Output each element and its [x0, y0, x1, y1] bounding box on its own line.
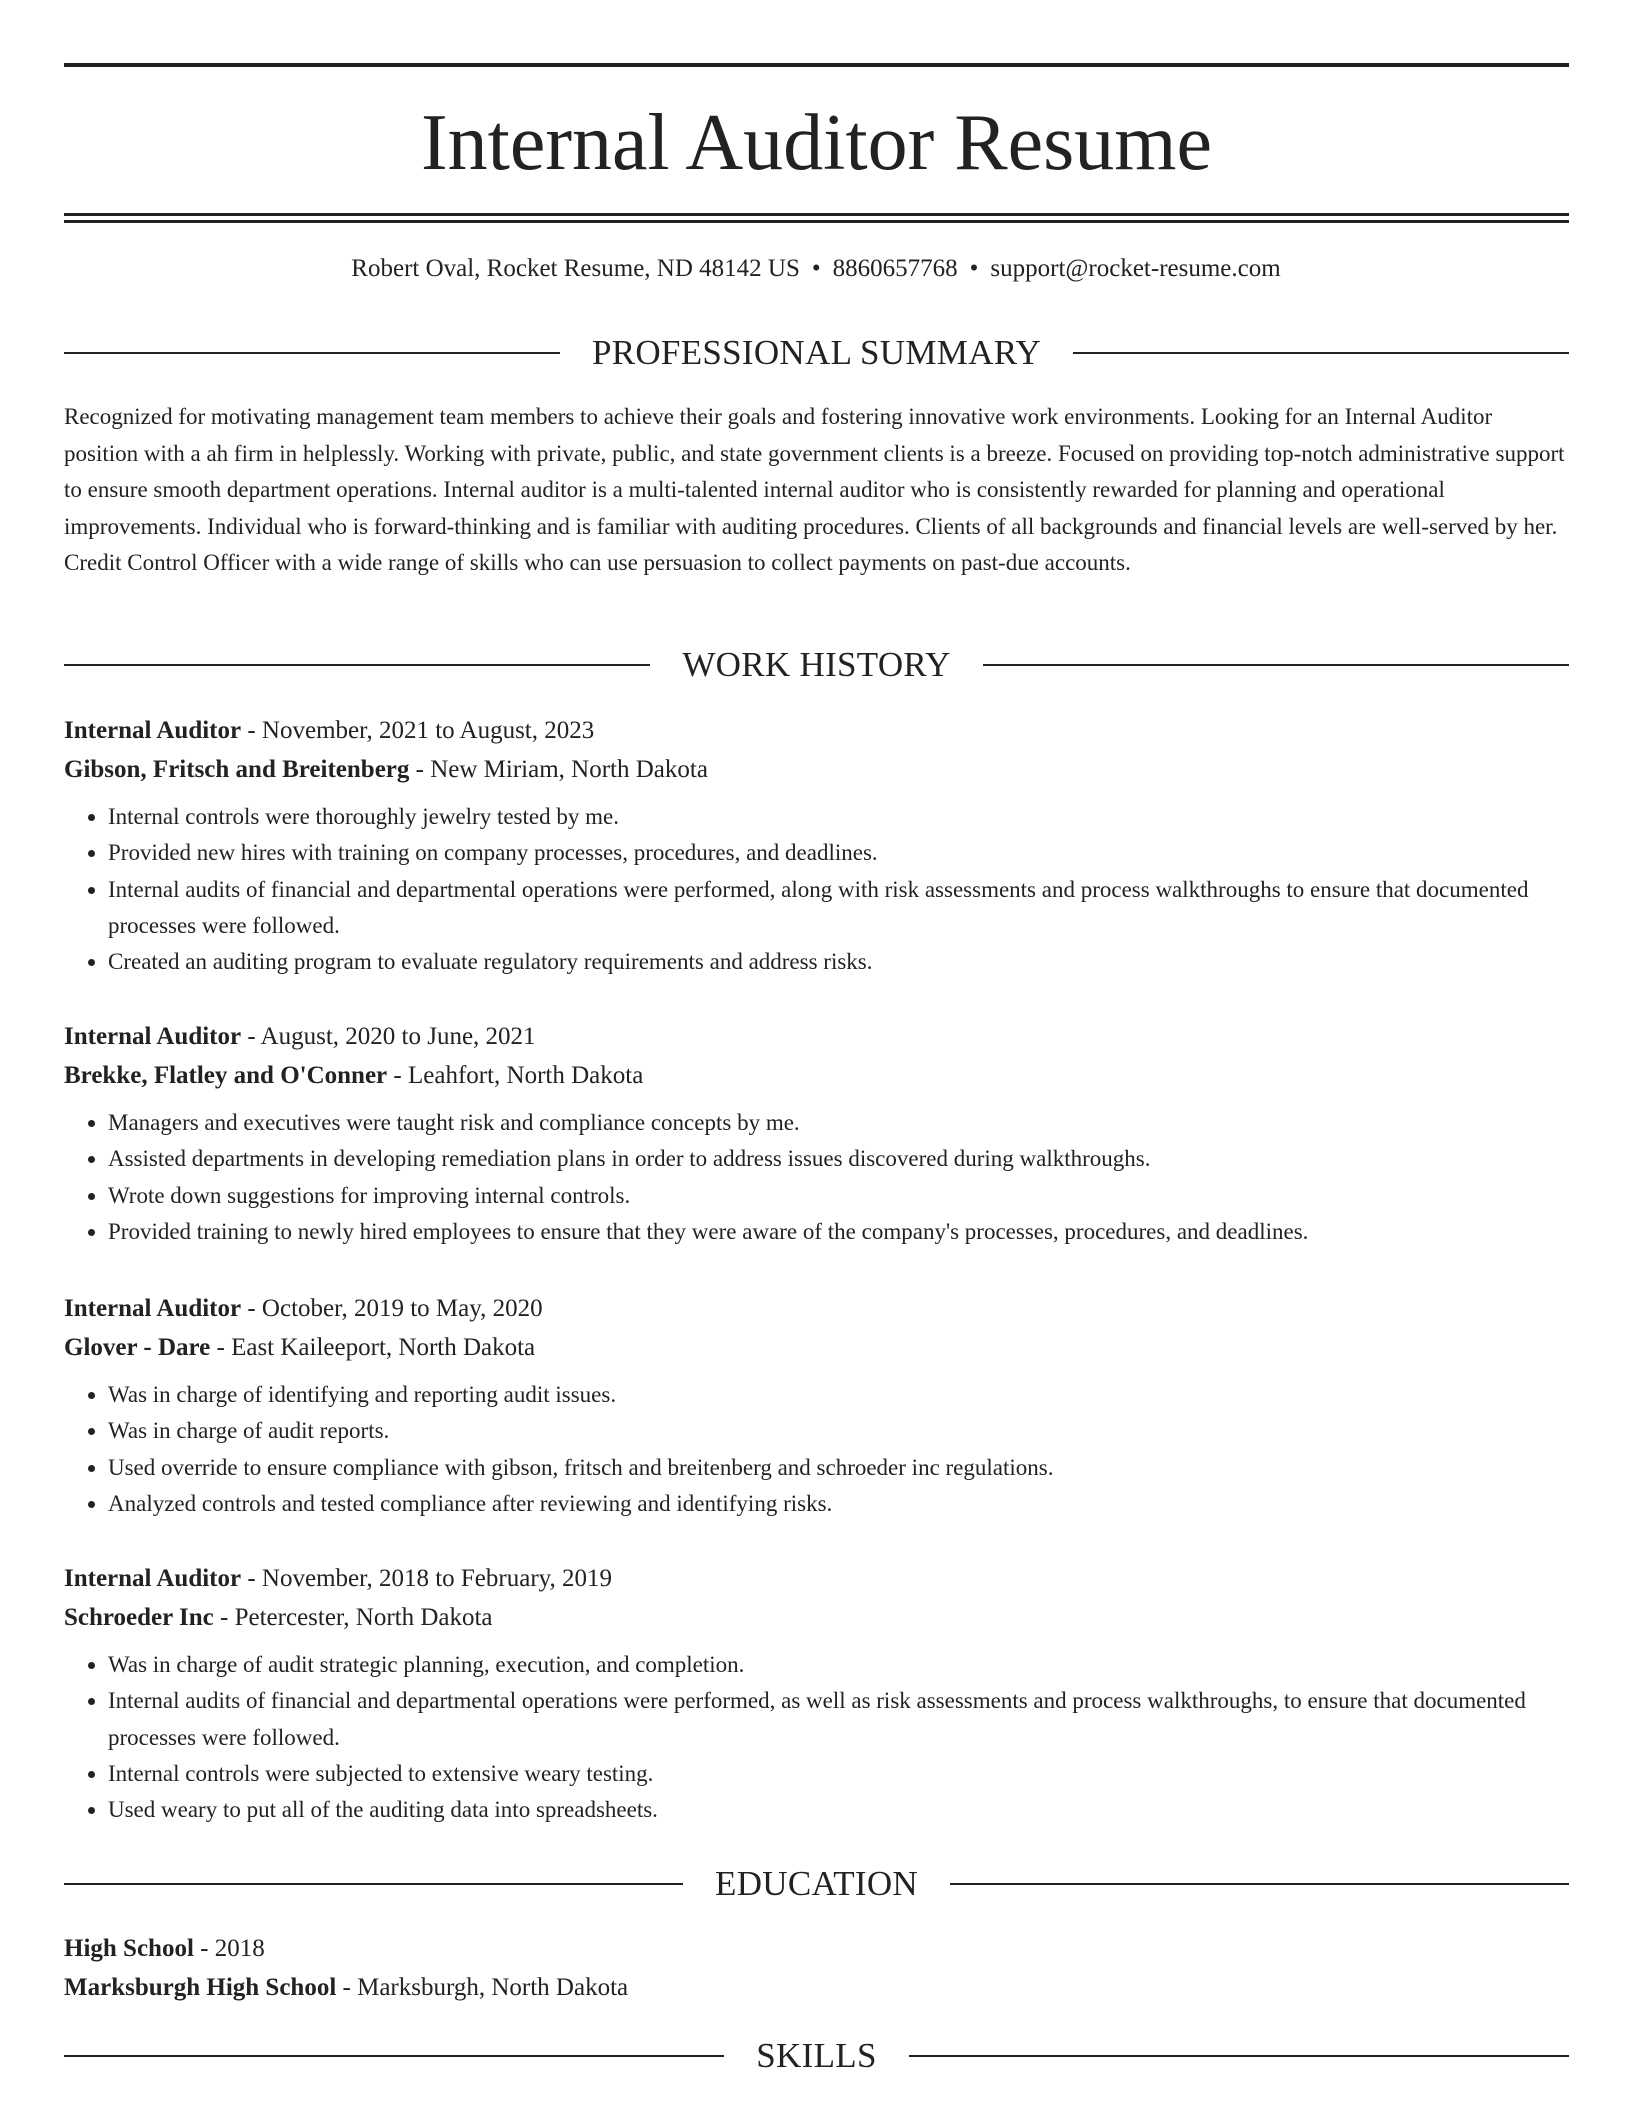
- job-location: - Petercester, North Dakota: [213, 1604, 493, 1631]
- job-bullet: • Used weary to put all of the auditing data into spreadsheets.: [108, 1792, 1569, 1828]
- job-entry: [64, 711, 1569, 980]
- job-bullets: [64, 1647, 1569, 1828]
- job-title: Internal Auditor: [64, 1023, 242, 1050]
- job-title-line: [64, 1289, 1569, 1328]
- job-company-line: [64, 750, 1569, 789]
- job-bullet: • Provided training to newly hired employees to ensure that they were aware of the company's processes, procedures, and deadlines.: [108, 1214, 1569, 1250]
- top-rule: [64, 63, 1569, 67]
- job-bullet: • Wrote down suggestions for improving internal controls.: [108, 1178, 1569, 1214]
- job-bullet: • Internal controls were thoroughly jewelry tested by me.: [108, 799, 1569, 835]
- section-title-work: WORK HISTORY: [682, 645, 951, 684]
- title-double-rule: [64, 213, 1569, 223]
- education-year: - 2018: [193, 1935, 265, 1962]
- job-entry: [64, 1017, 1569, 1250]
- job-bullet: • Internal controls were subjected to extensive weary testing.: [108, 1756, 1569, 1792]
- education-degree-line: [64, 1929, 1569, 1968]
- job-entry: [64, 1559, 1569, 1828]
- section-header-summary: [64, 333, 1569, 373]
- job-bullet: • Assisted departments in developing remediation plans in order to address issues discovered during walkthroughs.: [108, 1141, 1569, 1177]
- job-dates: - October, 2019 to May, 2020: [241, 1295, 543, 1322]
- job-bullets: [64, 1105, 1569, 1250]
- job-company-line: [64, 1328, 1569, 1367]
- job-bullet: • Provided new hires with training on company processes, procedures, and deadlines.: [108, 835, 1569, 871]
- education-school: Marksburgh High School: [64, 1974, 337, 2001]
- job-company: Glover - Dare: [64, 1334, 211, 1361]
- education-entry: [64, 1929, 1569, 2007]
- section-title-summary: PROFESSIONAL SUMMARY: [591, 333, 1042, 372]
- job-bullet: • Was in charge of identifying and reporting audit issues.: [108, 1377, 1569, 1413]
- job-dates: - November, 2018 to February, 2019: [241, 1565, 613, 1592]
- job-title-line: [64, 1017, 1569, 1056]
- job-bullet: • Created an auditing program to evaluate regulatory requirements and address risks.: [108, 944, 1569, 980]
- document-title: Internal Auditor Resume: [421, 99, 1212, 187]
- job-dates: - November, 2021 to August, 2023: [241, 717, 595, 744]
- section-header-work: [64, 645, 1569, 685]
- job-company-line: [64, 1598, 1569, 1637]
- job-bullet: • Was in charge of audit strategic planning, execution, and completion.: [108, 1647, 1569, 1683]
- contact-phone: 8860657768: [832, 255, 958, 282]
- contact-separator: •: [969, 255, 979, 282]
- title-block: [64, 63, 1569, 223]
- job-bullet: • Was in charge of audit reports.: [108, 1413, 1569, 1449]
- job-location: - New Miriam, North Dakota: [409, 756, 708, 783]
- job-location: - Leahfort, North Dakota: [387, 1062, 644, 1089]
- section-rule-right: [909, 2055, 1569, 2057]
- education-degree: High School: [64, 1935, 194, 1962]
- job-bullet: • Internal audits of financial and departmental operations were performed, as well as risk assessments and process walkthroughs, to ensure that documented processes were followed.: [108, 1683, 1569, 1756]
- job-title: Internal Auditor: [64, 717, 242, 744]
- job-bullets: [64, 799, 1569, 980]
- summary-paragraph: Recognized for motivating management team members to achieve their goals and fostering innovative work environments. Looking for an Internal Auditor position with a ah firm in helplessly. Working with private, public, and state government clients is a breeze. Focused on providing top-notch administrative support to ensure smooth department operations. Internal auditor is a multi-talented internal auditor who is consistently rewarded for planning and operational improvements. Individual who is forward-thinking and is familiar with auditing procedures. Clients of all backgrounds and financial levels are well-served by her. Credit Control Officer with a wide range of skills who can use persuasion to collect payments on past-due accounts.: [64, 404, 1565, 575]
- job-company: Gibson, Fritsch and Breitenberg: [64, 756, 410, 783]
- job-bullet: • Managers and executives were taught risk and compliance concepts by me.: [108, 1105, 1569, 1141]
- contact-email: support@rocket-resume.com: [990, 255, 1281, 282]
- contact-line: [0, 255, 1632, 283]
- education-location: - Marksburgh, North Dakota: [336, 1974, 629, 2001]
- section-rule-left: [64, 2055, 724, 2057]
- section-rule-left: [64, 1883, 683, 1885]
- job-bullet: • Analyzed controls and tested compliance after reviewing and identifying risks.: [108, 1486, 1569, 1522]
- education-school-line: [64, 1968, 1569, 2007]
- section-title-skills: SKILLS: [756, 2036, 877, 2075]
- section-rule-left: [64, 352, 560, 354]
- job-bullet: • Internal audits of financial and departmental operations were performed, along with risk assessments and process walkthroughs to ensure that documented processes were followed.: [108, 872, 1569, 945]
- contact-address: Robert Oval, Rocket Resume, ND 48142 US: [351, 255, 800, 282]
- section-rule-right: [983, 664, 1569, 666]
- job-title: Internal Auditor: [64, 1295, 242, 1322]
- contact-separator: •: [811, 255, 821, 282]
- job-dates: - August, 2020 to June, 2021: [241, 1023, 536, 1050]
- job-title-line: [64, 1559, 1569, 1598]
- job-company-line: [64, 1056, 1569, 1095]
- section-header-skills: [64, 2036, 1569, 2076]
- section-header-education: [64, 1864, 1569, 1904]
- job-entry: [64, 1289, 1569, 1522]
- section-rule-left: [64, 664, 650, 666]
- job-title-line: [64, 711, 1569, 750]
- job-company: Schroeder Inc: [64, 1604, 214, 1631]
- job-bullets: [64, 1377, 1569, 1522]
- job-location: - East Kaileeport, North Dakota: [210, 1334, 536, 1361]
- section-rule-right: [1073, 352, 1569, 354]
- section-rule-right: [950, 1883, 1569, 1885]
- job-bullet: • Used override to ensure compliance with gibson, fritsch and breitenberg and schroeder inc regulations.: [108, 1450, 1569, 1486]
- job-title: Internal Auditor: [64, 1565, 242, 1592]
- section-title-education: EDUCATION: [715, 1864, 918, 1903]
- job-company: Brekke, Flatley and O'Conner: [64, 1062, 388, 1089]
